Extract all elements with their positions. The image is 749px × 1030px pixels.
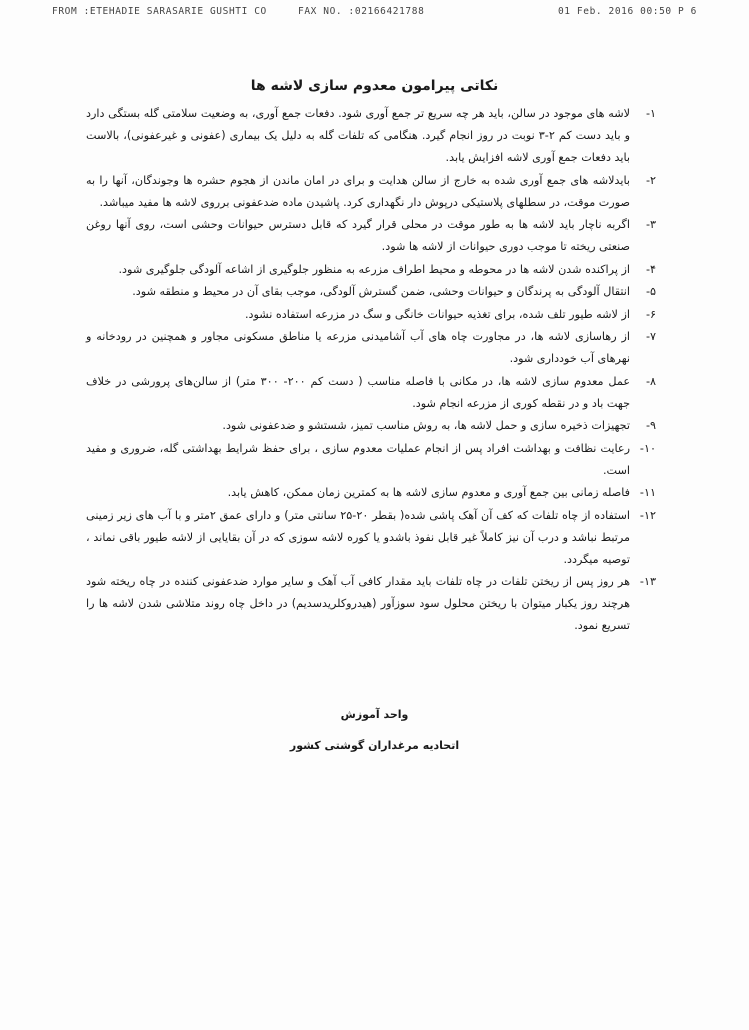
guideline-item-number: ۶- bbox=[645, 307, 656, 321]
guideline-item bbox=[86, 170, 656, 214]
fax-number: FAX NO. :02166421788 bbox=[298, 6, 425, 17]
guideline-item-number: ۷- bbox=[645, 330, 656, 343]
guideline-item bbox=[86, 103, 656, 169]
guideline-item bbox=[86, 482, 656, 504]
guideline-item-text: انتقال آلودگی به پرندگان و حیوانات وحشی، ضمن گسترش آلودگی، موجب بقای آن در محیط و منطقه شود. bbox=[132, 285, 630, 298]
guideline-item-number: ۲- bbox=[645, 173, 656, 187]
guideline-item bbox=[86, 438, 656, 482]
guideline-item bbox=[86, 505, 656, 571]
guideline-list bbox=[86, 103, 656, 638]
guideline-item bbox=[86, 304, 656, 326]
guideline-item bbox=[86, 326, 656, 370]
guideline-item-text: از رهاسازی لاشه ها، در مجاورت چاه های آب آشامیدنی مزرعه یا مناطق مسکونی مجاور و همچنین در رودخانه و نهرهای آب خودداری شود. bbox=[86, 330, 630, 365]
guideline-item bbox=[86, 281, 656, 303]
guideline-item-number: ۱۰- bbox=[639, 441, 656, 455]
guideline-item-text: اگربه ناچار باید لاشه ها به طور موقت در محلی قرار گیرد که قابل دسترس حیوانات وحشی است، روی آنها روغن صنعتی ریخته تا موجب دوری حیوانات از لاشه ها شود. bbox=[86, 218, 630, 253]
guideline-item-text: تجهیزات ذخیره سازی و حمل لاشه ها، به روش مناسب تمیز، شستشو و ضدعفونی شود. bbox=[222, 419, 630, 432]
signature-organization: اتحادیه مرغداران گوشتی کشور bbox=[289, 739, 460, 752]
guideline-item-number: ۵- bbox=[645, 285, 656, 298]
guideline-item bbox=[86, 371, 656, 415]
guideline-item-text: لاشه های موجود در سالن، باید هر چه سریع تر جمع آوری شود. دفعات جمع آوری، به وضعیت سلامتی گله بستگی دارد و باید دست کم ۲-۳ نوبت در روز انجام گیرد. هنگامی که تلفات گله به دلیل یک بیماری (عفونی و غیرعفونی)، بالاست باید دفعات جمع آوری لاشه افزایش یابد. bbox=[86, 107, 630, 164]
fax-header bbox=[52, 6, 697, 22]
signature-block bbox=[0, 708, 749, 752]
guideline-item-number: ۱- bbox=[645, 107, 656, 120]
guideline-item bbox=[86, 214, 656, 258]
guideline-item-text: هر روز پس از ریختن تلفات در چاه تلفات باید مقدار کافی آب آهک و سایر موارد ضدعفونی کننده در چاه ریخته شود هرچند روز یکبار میتوان با ریختن محلول سود سوزآور (هیدروکلریدسدیم) در داخل چاه روند متلاشی شدن لاشه ها را تسریع نمود. bbox=[86, 575, 630, 632]
guideline-item-text: فاصله زمانی بین جمع آوری و معدوم سازی لاشه ها به کمترین زمان ممکن، کاهش یابد. bbox=[227, 486, 630, 499]
guideline-item-text: عمل معدوم سازی لاشه ها، در مکانی با فاصله مناسب ( دست کم ۲۰۰- ۳۰۰ متر) از سالن‌های پرورشی در خلاف جهت باد و در نقطه کوری از مزرعه انجام شود. bbox=[86, 374, 631, 410]
guideline-item-text: از پراکنده شدن لاشه ها در محوطه و محیط اطراف مزرعه به منظور جلوگیری از اشاعه آلودگی جلوگیری شود. bbox=[118, 262, 630, 276]
fax-sender: FROM :ETEHADIE SARASARIE GUSHTI CO bbox=[52, 6, 267, 17]
guideline-item-number: ۹- bbox=[645, 419, 656, 432]
guideline-item-text: بایدلاشه های جمع آوری شده به خارج از سالن هدایت و برای در امان ماندن از هجوم حشره ها وجوندگان، آنها را به صورت موقت، در سطلهای پلاستیکی درپوش دار نگهداری کرد. پاشیدن ماده ضدعفونی برروی لاشه ها مفید میباشد. bbox=[86, 173, 630, 209]
signature-unit: واحد آموزش bbox=[340, 708, 409, 721]
guideline-item bbox=[86, 415, 656, 437]
guideline-item-number: ۳- bbox=[645, 218, 656, 231]
guideline-item-number: ۸- bbox=[645, 374, 656, 388]
guideline-item bbox=[86, 571, 656, 637]
guideline-item bbox=[86, 259, 656, 281]
guideline-item-text: رعایت نظافت و بهداشت افراد پس از انجام عملیات معدوم سازی ، برای حفظ شرایط بهداشتی گله، ضروری و مفید است. bbox=[86, 441, 630, 477]
guideline-item-number: ۱۲- bbox=[639, 508, 656, 522]
guideline-item-number: ۱۳- bbox=[639, 575, 656, 588]
guideline-item-number: ۱۱- bbox=[639, 486, 656, 499]
guideline-item-number: ۴- bbox=[645, 262, 656, 276]
fax-date: 01 Feb. 2016 00:50 P 6 bbox=[557, 6, 697, 17]
guideline-item-text: استفاده از چاه تلفات که کف آن آهک پاشی شده( بقطر ۲۰-۲۵ سانتی متر) و دارای عمق ۲متر و با آب های زیر زمینی مرتبط نباشد و درب آن نیز کاملاً غیر قابل نفوذ باشدو یا کوره لاشه سوزی که در آن بقایایی از لاشه طیور باقی نماند ، توصیه میگردد. bbox=[86, 508, 630, 566]
guideline-item-text: از لاشه طیور تلف شده، برای تغذیه حیوانات خانگی و سگ در مزرعه استفاده نشود. bbox=[244, 307, 630, 321]
document-title: نکاتی پیرامون معدوم سازی لاشه ها bbox=[250, 78, 499, 94]
